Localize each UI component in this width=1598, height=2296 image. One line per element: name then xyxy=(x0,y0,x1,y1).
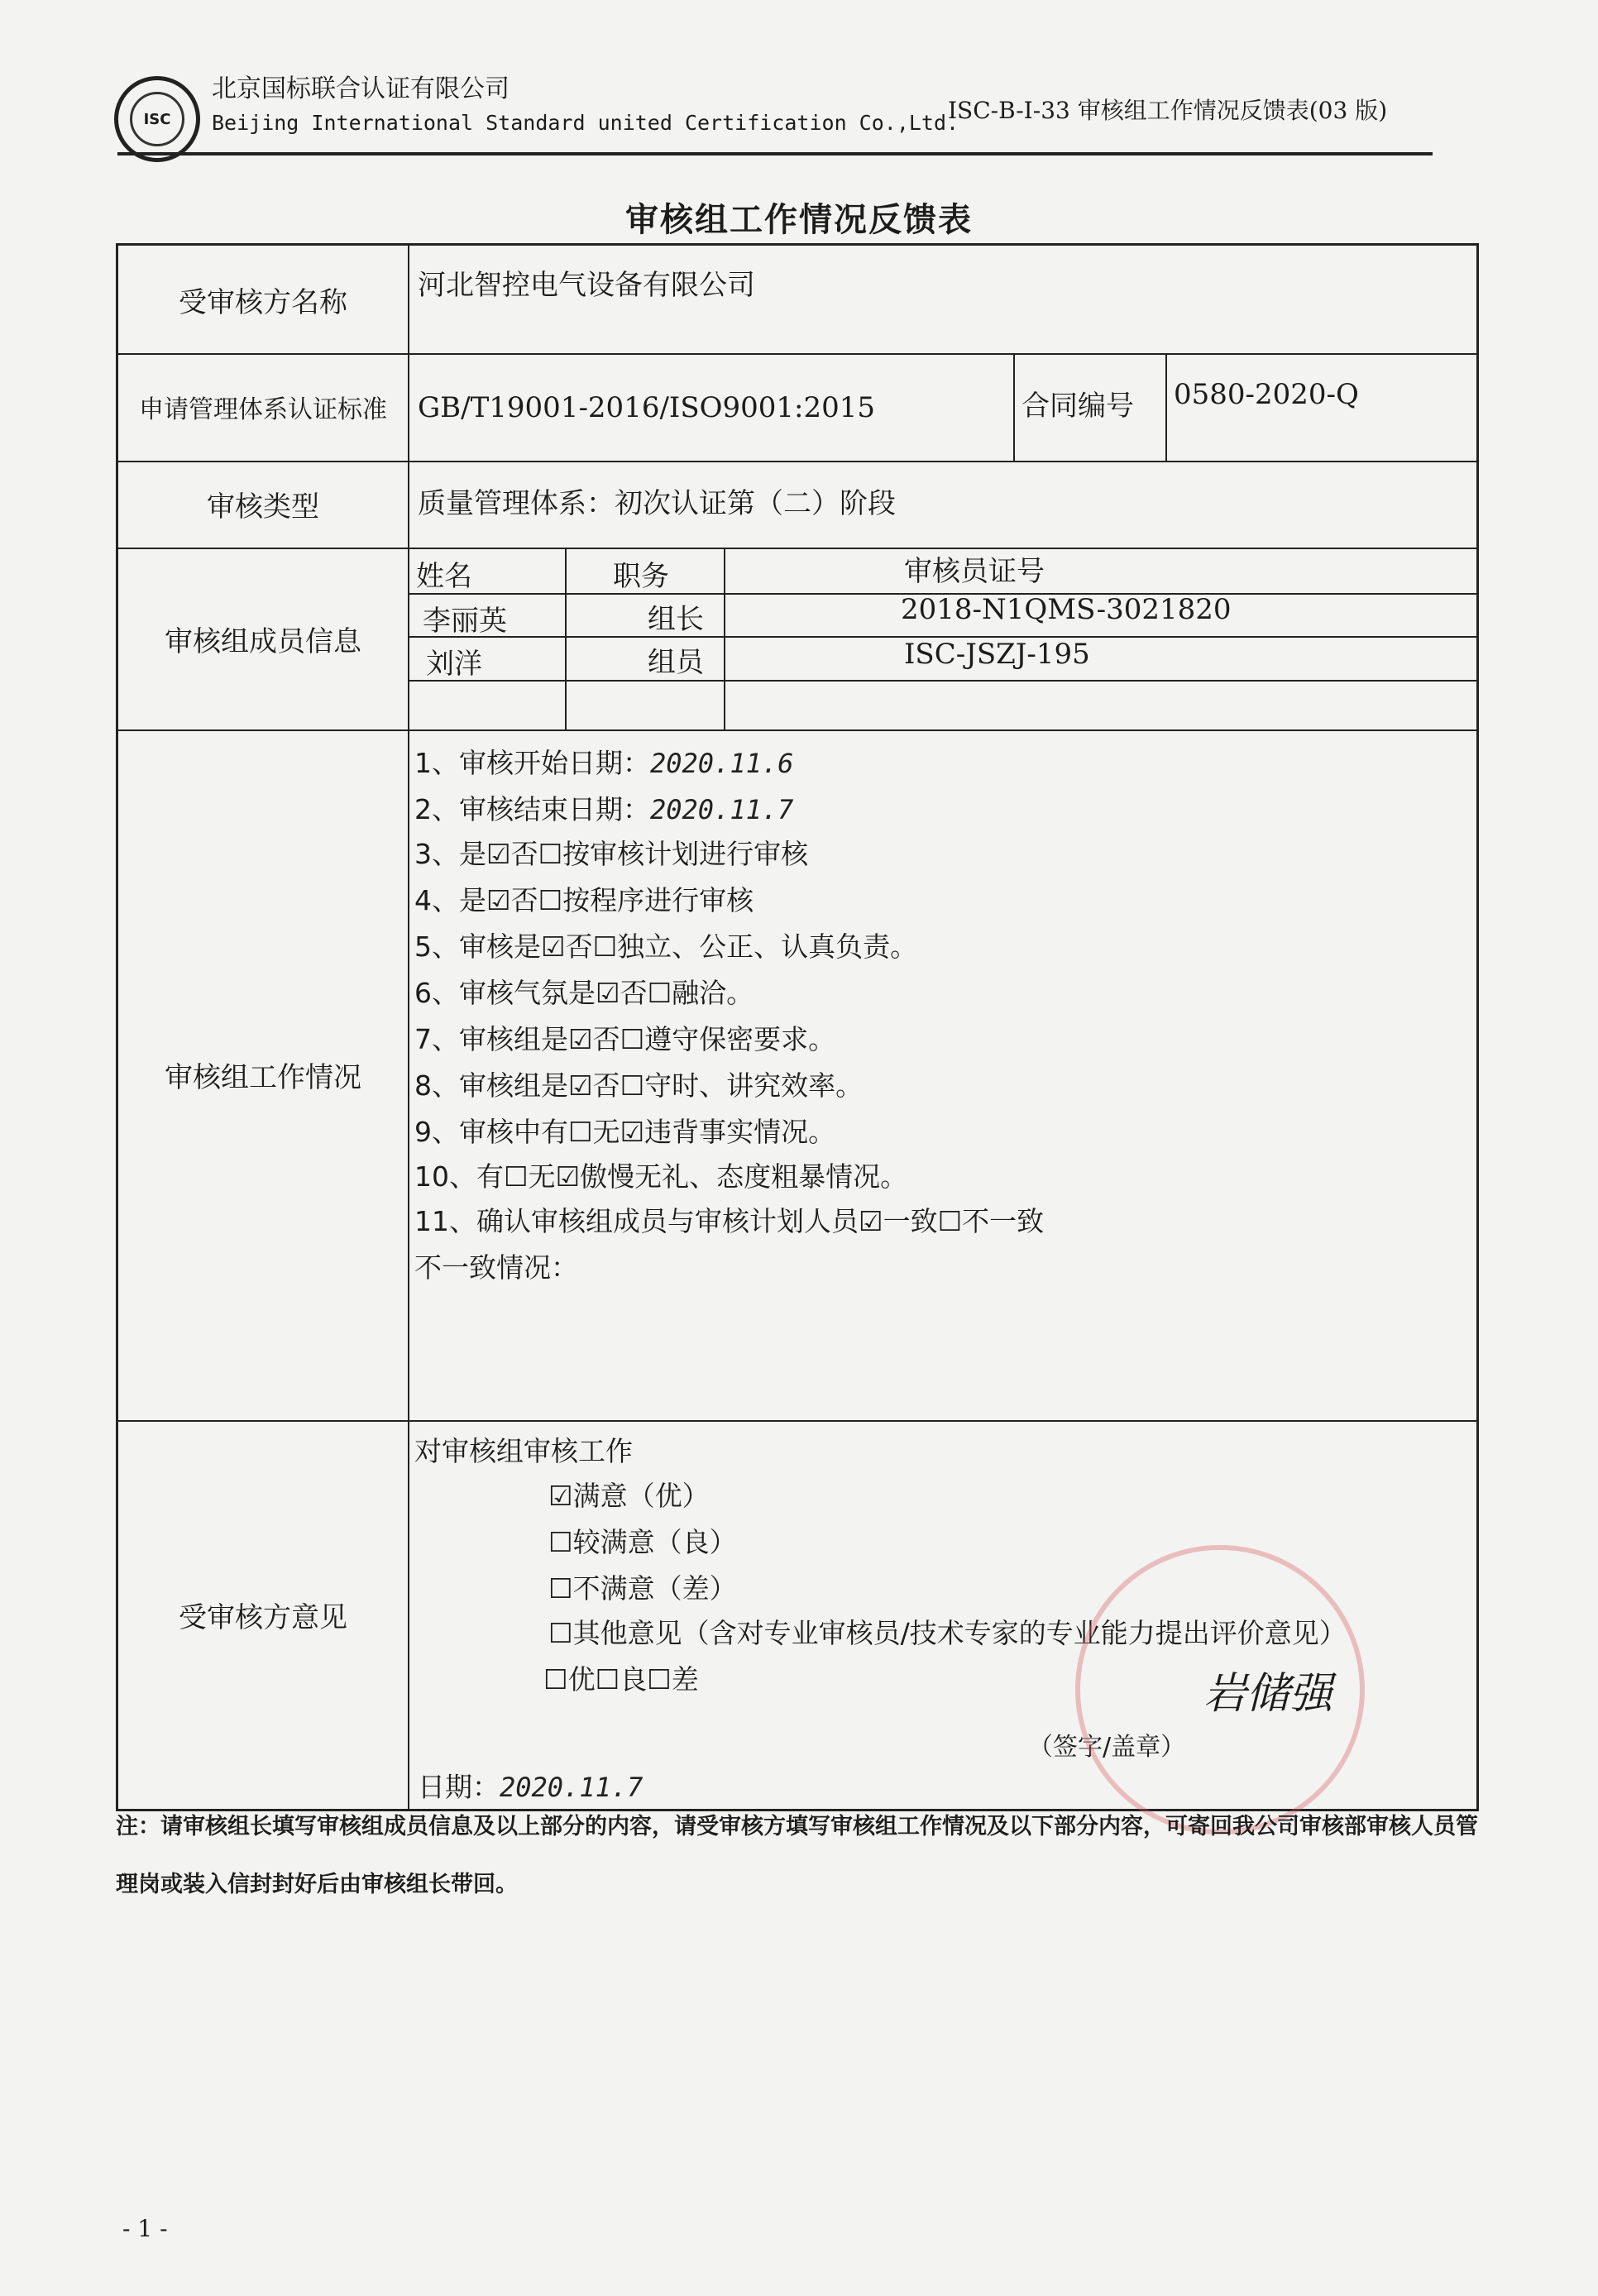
sign-label: （签字/盖章） xyxy=(1028,1733,1186,1762)
page-number: - 1 - xyxy=(122,2215,168,2242)
team-column-divider xyxy=(724,548,725,729)
member-name: 刘洋 xyxy=(426,648,482,681)
handwritten-signature: 岩储强 xyxy=(1203,1669,1333,1719)
team-header-name: 姓名 xyxy=(416,560,472,593)
opinion-option-fairly-satisfied: ☐较满意（良） xyxy=(548,1526,737,1558)
work-item-11: 11、确认审核组成员与审核计划人员☑一致☐不一致 xyxy=(414,1205,1045,1237)
footnote: 注：请审核组长填写审核组成员信息及以上部分的内容，请受审核方填写审核组工作情况及以下部分内容，可寄回我公司审核部审核人员管理岗或装入信封封好后由审核组长带回。 xyxy=(116,1814,1478,1897)
auditee-label: 受审核方名称 xyxy=(179,285,347,319)
member-cert: ISC-JSZJ-195 xyxy=(904,638,1090,671)
contract-value: 0580-2020-Q xyxy=(1174,378,1359,411)
audit-end-prefix: 2、审核结束日期： xyxy=(414,793,650,825)
contract-label: 合同编号 xyxy=(1021,390,1134,423)
opinion-intro: 对审核组审核工作 xyxy=(414,1435,633,1467)
work-item-8: 8、审核组是☑否☐守时、讲究效率。 xyxy=(414,1069,864,1102)
audit-end-date xyxy=(414,788,793,827)
work-item-4: 4、是☑否☐按程序进行审核 xyxy=(414,884,754,916)
opinion-option-grades: ☐优☐良☐差 xyxy=(543,1663,699,1696)
audit-start-prefix: 1、审核开始日期： xyxy=(414,747,650,779)
header-divider xyxy=(117,152,1433,155)
work-item-9: 9、审核中有☐无☑违背事实情况。 xyxy=(414,1116,836,1148)
opinion-date-label: 日期： xyxy=(418,1771,500,1803)
auditee-value: 河北智控电气设备有限公司 xyxy=(418,269,755,302)
opinion-date-handwritten: 2020.11.7 xyxy=(500,1772,644,1803)
work-item-7: 7、审核组是☑否☐遵守保密要求。 xyxy=(414,1023,836,1055)
standard-label: 申请管理体系认证标准 xyxy=(139,395,387,424)
team-header-role: 职务 xyxy=(613,560,669,593)
page-title: 审核组工作情况反馈表 xyxy=(625,201,973,239)
inconsistency-label: 不一致情况： xyxy=(414,1251,578,1284)
work-item-5: 5、审核是☑否☐独立、公正、认真负责。 xyxy=(414,930,918,963)
member-role: 组员 xyxy=(648,646,704,679)
company-logo-mark: ISC xyxy=(130,92,184,146)
team-column-divider xyxy=(565,548,567,729)
audit-type-value: 质量管理体系：初次认证第（二）阶段 xyxy=(418,487,896,520)
work-status-label: 审核组工作情况 xyxy=(165,1061,361,1094)
member-name: 李丽英 xyxy=(423,605,507,638)
audit-type-label: 审核类型 xyxy=(207,490,319,524)
opinion-option-satisfied: ☑满意（优） xyxy=(548,1480,710,1512)
contract-column-divider xyxy=(1165,353,1167,461)
company-logo xyxy=(114,76,200,162)
team-row-divider xyxy=(408,680,1478,682)
audit-start-date xyxy=(414,742,793,781)
member-cert: 2018-N1QMS-3021820 xyxy=(901,593,1232,626)
contract-column-divider xyxy=(1013,353,1015,461)
opinion-label: 受审核方意见 xyxy=(179,1600,347,1634)
label-column-divider xyxy=(408,246,409,1809)
opinion-option-other: ☐其他意见（含对专业审核员/技术专家的专业能力提出评价意见） xyxy=(548,1617,1347,1649)
work-item-6: 6、审核气氛是☑否☐融洽。 xyxy=(414,977,754,1009)
company-name-en: Beijing International Standard united Certification Co.,Ltd. xyxy=(212,111,959,135)
team-header-cert: 审核员证号 xyxy=(904,555,1045,588)
audit-start-handwritten: 2020.11.6 xyxy=(650,748,794,779)
form-code: ISC-B-I-33 审核组工作情况反馈表(03 版) xyxy=(948,97,1388,124)
work-item-10: 10、有☐无☑傲慢无礼、态度粗暴情况。 xyxy=(414,1160,908,1193)
company-name-cn: 北京国标联合认证有限公司 xyxy=(212,74,510,103)
work-item-3: 3、是☑否☐按审核计划进行审核 xyxy=(414,838,809,870)
team-label: 审核组成员信息 xyxy=(165,624,361,658)
standard-value: GB/T19001-2016/ISO9001:2015 xyxy=(418,391,876,424)
document-header xyxy=(114,60,1438,200)
audit-end-handwritten: 2020.11.7 xyxy=(650,794,794,825)
member-role: 组长 xyxy=(648,603,704,636)
opinion-option-unsatisfied: ☐不满意（差） xyxy=(548,1572,737,1605)
